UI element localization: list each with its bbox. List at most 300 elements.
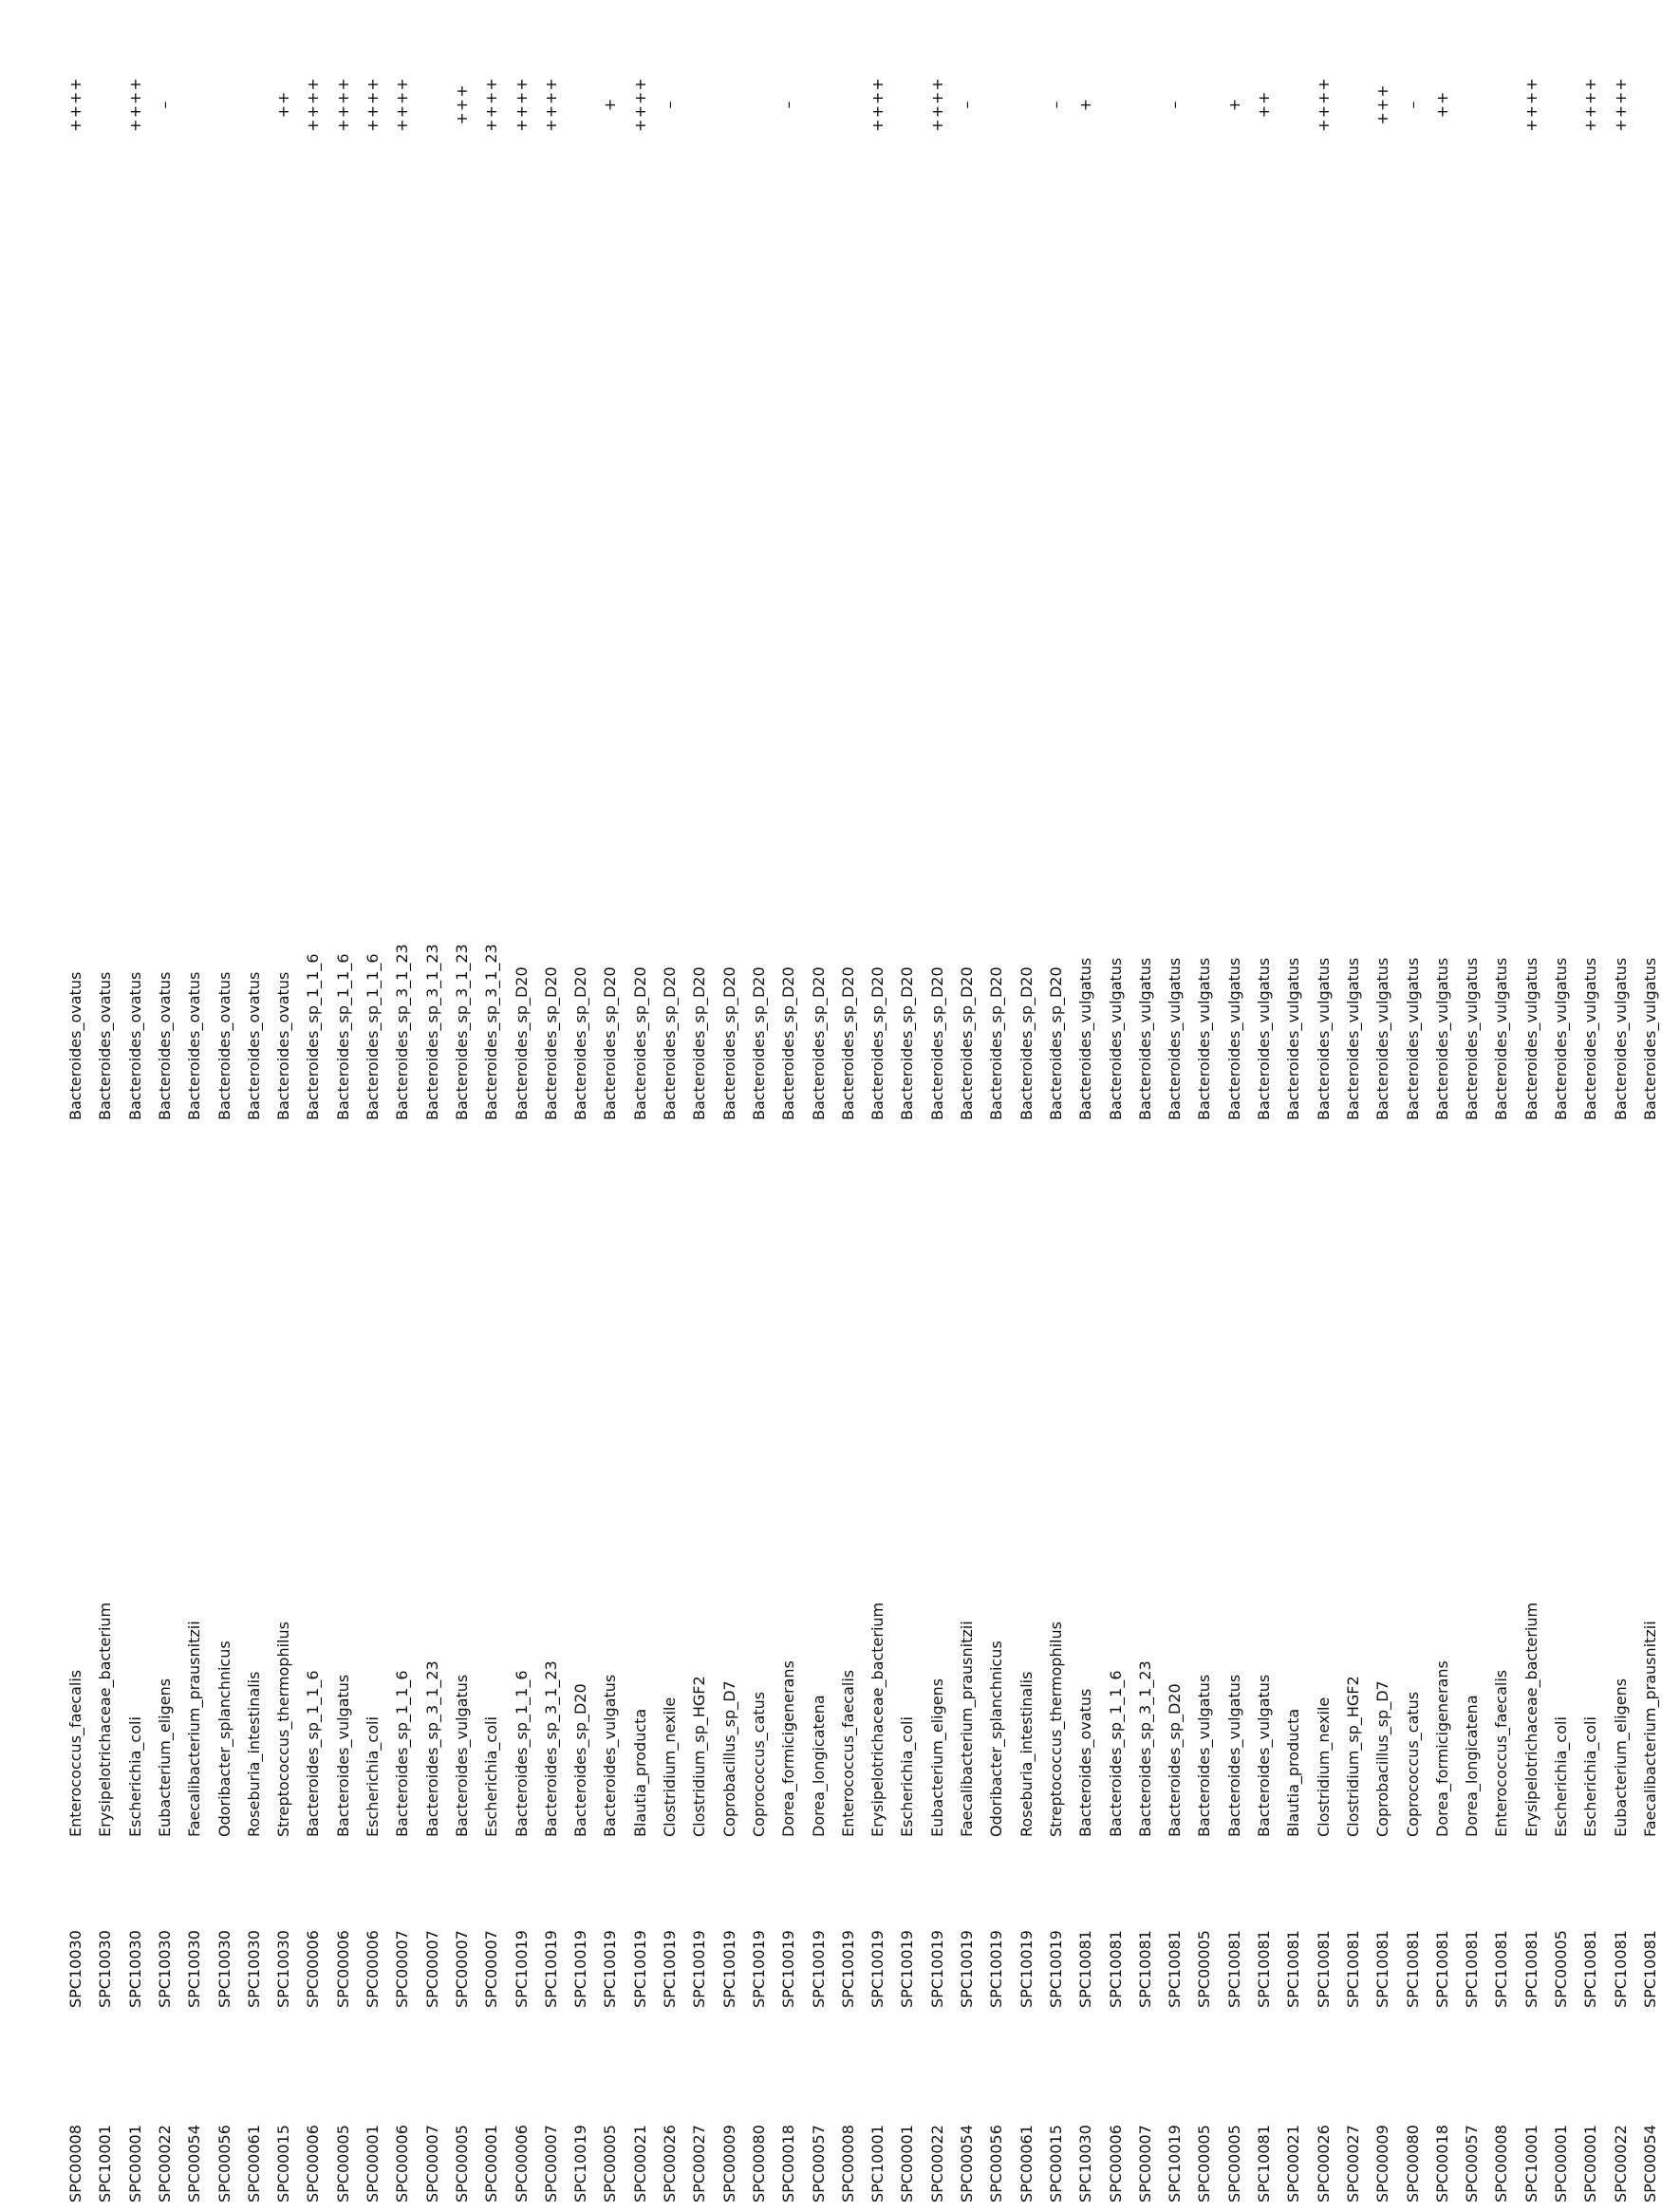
score-cell: +++	[452, 84, 471, 125]
species-name-a: Coprococcus_catus	[1403, 1691, 1422, 1837]
species-name-b: Bacteroides_sp_D20	[749, 966, 768, 1120]
strain-id-b: SPC10030	[215, 1930, 233, 2008]
strain-id-b: SPC10081	[1611, 1930, 1630, 2008]
table-row	[690, 0, 709, 2212]
strain-id-a: SPC00056	[987, 2125, 1006, 2203]
species-name-a: Eubacterium_eligens	[927, 1678, 946, 1837]
strain-id-b: SPC10019	[690, 1930, 709, 2008]
strain-id-b: SPC10019	[838, 1930, 857, 2008]
species-name-b: Bacteroides_vulgatus	[1640, 957, 1659, 1120]
strain-id-a: SPC10001	[96, 2125, 115, 2203]
table-row	[1255, 0, 1274, 2212]
species-name-b: Bacteroides_sp_3_1_23	[393, 944, 412, 1120]
strain-id-b: SPC10019	[868, 1930, 887, 2008]
table-row	[868, 0, 887, 2212]
strain-id-a: SPC00054	[185, 2125, 204, 2203]
species-name-b: Bacteroides_sp_3_1_23	[452, 944, 471, 1120]
score-cell: ++++	[333, 77, 352, 132]
species-name-a: Bacteroides_vulgatus	[452, 1674, 471, 1837]
score-cell: –	[661, 100, 679, 109]
species-name-b: Bacteroides_vulgatus	[1314, 957, 1333, 1120]
species-name-b: Bacteroides_sp_D20	[1017, 966, 1036, 1120]
strain-id-a: SPC00015	[274, 2125, 293, 2203]
table-row	[779, 0, 798, 2212]
species-name-a: Bacteroides_vulgatus	[1195, 1674, 1214, 1837]
table-row	[1315, 0, 1334, 2212]
strain-id-a: SPC00001	[125, 2125, 144, 2203]
species-name-a: Bacteroides_sp_1_1_6	[393, 1670, 412, 1837]
species-name-a: Coprobacillus_sp_D7	[1373, 1680, 1392, 1837]
species-name-a: Enterococcus_faecalis	[838, 1669, 857, 1837]
species-name-a: Eubacterium_eligens	[155, 1678, 174, 1837]
strain-id-b: SPC10030	[244, 1930, 263, 2008]
species-name-a: Bacteroides_sp_3_1_23	[422, 1660, 441, 1837]
strain-id-a: SPC00054	[1640, 2125, 1659, 2203]
species-name-a: Clostridium_nexile	[1314, 1696, 1333, 1837]
strain-id-b: SPC10030	[66, 1930, 84, 2008]
table-row	[453, 0, 472, 2212]
strain-id-b: SPC10081	[1106, 1930, 1125, 2008]
strain-id-b: SPC10081	[1284, 1930, 1303, 2008]
strain-id-b: SPC10030	[125, 1930, 144, 2008]
species-name-a: Clostridium_sp_HGF2	[690, 1676, 709, 1837]
species-name-a: Streptococcus_thermophilus	[1046, 1622, 1065, 1837]
table-row	[1492, 0, 1511, 2212]
table-row	[126, 0, 145, 2212]
species-name-a: Coprococcus_catus	[749, 1691, 768, 1837]
table-row	[1047, 0, 1066, 2212]
species-name-b: Bacteroides_ovatus	[215, 971, 233, 1120]
species-name-a: Escherichia_coli	[1552, 1716, 1570, 1837]
strain-id-b: SPC10030	[185, 1930, 204, 2008]
strain-id-a: SPC00061	[244, 2125, 263, 2203]
species-name-b: Bacteroides_ovatus	[125, 971, 144, 1120]
species-name-b: Bacteroides_ovatus	[274, 971, 293, 1120]
score-cell: ++++	[364, 77, 382, 132]
table-row	[750, 0, 769, 2212]
strain-id-a: SPC10030	[1076, 2125, 1095, 2203]
strain-id-a: SPC00061	[1017, 2125, 1036, 2203]
strain-id-b: SPC00007	[482, 1930, 501, 2008]
table-row	[1433, 0, 1452, 2212]
strain-id-a: SPC10081	[1255, 2125, 1273, 2203]
table-row	[631, 0, 650, 2212]
score-cell: ++++	[1611, 77, 1630, 132]
table-row	[66, 0, 85, 2212]
strain-id-a: SPC00005	[601, 2125, 620, 2203]
score-cell: +	[1076, 97, 1095, 112]
strain-id-b: SPC10030	[155, 1930, 174, 2008]
strain-id-a: SPC00006	[1106, 2125, 1125, 2203]
species-name-a: Blautia_producta	[1284, 1708, 1303, 1837]
strain-id-b: SPC10019	[661, 1930, 679, 2008]
species-name-b: Bacteroides_sp_D20	[571, 966, 590, 1120]
species-name-a: Escherichia_coli	[125, 1716, 144, 1837]
table-row	[245, 0, 264, 2212]
strain-id-b: SPC00007	[393, 1930, 412, 2008]
strain-id-b: SPC10019	[512, 1930, 531, 2008]
strain-id-a: SPC00054	[958, 2125, 976, 2203]
strain-id-b: SPC10081	[1492, 1930, 1511, 2008]
strain-id-b: SPC10019	[987, 1930, 1006, 2008]
table-row	[215, 0, 234, 2212]
species-name-b: Bacteroides_vulgatus	[1284, 957, 1303, 1120]
strain-id-a: SPC00001	[898, 2125, 917, 2203]
strain-id-b: SPC10081	[1135, 1930, 1154, 2008]
species-name-b: Bacteroides_vulgatus	[1195, 957, 1214, 1120]
strain-id-b: SPC10081	[1373, 1930, 1392, 2008]
species-name-b: Bacteroides_ovatus	[155, 971, 174, 1120]
score-cell: +	[601, 97, 620, 112]
species-name-b: Bacteroides_vulgatus	[1403, 957, 1422, 1120]
score-cell: ++++	[482, 77, 501, 132]
score-cell: –	[779, 100, 798, 109]
species-name-b: Bacteroides_sp_1_1_6	[333, 953, 352, 1120]
table-row	[987, 0, 1006, 2212]
species-name-a: Faecalibacterium_prausnitzii	[1640, 1621, 1659, 1837]
strain-id-a: SPC00005	[333, 2125, 352, 2203]
strain-id-b: SPC10019	[571, 1930, 590, 2008]
species-name-b: Bacteroides_sp_3_1_23	[422, 944, 441, 1120]
strain-id-b: SPC00006	[333, 1930, 352, 2008]
table-row	[839, 0, 858, 2212]
species-name-a: Enterococcus_faecalis	[1492, 1669, 1511, 1837]
species-name-b: Bacteroides_sp_D20	[601, 966, 620, 1120]
strain-id-b: SPC10081	[1224, 1930, 1243, 2008]
strain-id-a: SPC00005	[452, 2125, 471, 2203]
strain-id-a: SPC00080	[1403, 2125, 1422, 2203]
species-name-b: Bacteroides_vulgatus	[1076, 957, 1095, 1120]
species-name-a: Bacteroides_sp_1_1_6	[1106, 1670, 1125, 1837]
species-name-b: Bacteroides_vulgatus	[1166, 957, 1185, 1120]
species-name-a: Erysipelotrichaceae_bacterium	[1521, 1602, 1540, 1837]
species-name-a: Bacteroides_sp_3_1_23	[541, 1660, 560, 1837]
score-cell: ++	[1432, 90, 1451, 119]
table-row	[423, 0, 442, 2212]
score-cell: ++	[274, 90, 293, 119]
score-cell: +	[1224, 97, 1243, 112]
strain-id-b: SPC10030	[274, 1930, 293, 2008]
table-row	[364, 0, 383, 2212]
score-cell: ++++	[66, 77, 84, 132]
table-row	[1344, 0, 1363, 2212]
species-name-b: Bacteroides_sp_1_1_6	[304, 953, 323, 1120]
species-name-b: Bacteroides_vulgatus	[1432, 957, 1451, 1120]
table-row	[1107, 0, 1126, 2212]
species-name-b: Bacteroides_sp_1_1_6	[364, 953, 382, 1120]
strain-id-a: SPC00008	[66, 2125, 84, 2203]
table-row	[1284, 0, 1303, 2212]
strain-id-a: SPC00022	[155, 2125, 174, 2203]
score-cell: ++++	[512, 77, 531, 132]
species-name-b: Bacteroides_vulgatus	[1373, 957, 1392, 1120]
strain-id-a: SPC00006	[393, 2125, 412, 2203]
species-name-b: Bacteroides_sp_D20	[630, 966, 649, 1120]
species-name-b: Bacteroides_vulgatus	[1463, 957, 1482, 1120]
score-cell: ++++	[927, 77, 946, 132]
species-name-a: Clostridium_nexile	[661, 1696, 679, 1837]
strain-id-b: SPC10081	[1403, 1930, 1422, 2008]
strain-id-a: SPC00015	[1046, 2125, 1065, 2203]
strain-id-b: SPC10019	[898, 1930, 917, 2008]
table-row	[156, 0, 175, 2212]
species-name-a: Enterococcus_faecalis	[66, 1669, 84, 1837]
species-name-a: Streptococcus_thermophilus	[274, 1622, 293, 1837]
table-row	[482, 0, 501, 2212]
strain-id-b: SPC10019	[630, 1930, 649, 2008]
strain-id-b: SPC10081	[1076, 1930, 1095, 2008]
table-row	[334, 0, 353, 2212]
strain-id-a: SPC10001	[868, 2125, 887, 2203]
table-row	[1195, 0, 1214, 2212]
score-cell: ++++	[125, 77, 144, 132]
strain-id-a: SPC00018	[1432, 2125, 1451, 2203]
table-row	[274, 0, 293, 2212]
species-name-a: Bacteroides_vulgatus	[333, 1674, 352, 1837]
species-name-a: Eubacterium_eligens	[1611, 1678, 1630, 1837]
species-name-a: Bacteroides_vulgatus	[601, 1674, 620, 1837]
score-cell: –	[1046, 100, 1065, 109]
species-name-b: Bacteroides_sp_D20	[809, 966, 828, 1120]
species-name-b: Bacteroides_sp_D20	[1046, 966, 1065, 1120]
species-name-b: Bacteroides_vulgatus	[1343, 957, 1362, 1120]
strain-id-a: SPC00021	[1284, 2125, 1303, 2203]
species-name-a: Roseburia_intestinalis	[244, 1671, 263, 1837]
species-name-a: Bacteroides_sp_D20	[571, 1683, 590, 1837]
species-name-b: Bacteroides_ovatus	[244, 971, 263, 1120]
strain-id-b: SPC00006	[364, 1930, 382, 2008]
species-name-a: Coprobacillus_sp_D7	[719, 1680, 738, 1837]
strain-id-a: SPC00001	[1552, 2125, 1570, 2203]
species-name-a: Clostridium_sp_HGF2	[1343, 1676, 1362, 1837]
strain-id-a: SPC00009	[719, 2125, 738, 2203]
strain-id-a: SPC00018	[779, 2125, 798, 2203]
species-name-a: Escherichia_coli	[482, 1716, 501, 1837]
table-row	[1641, 0, 1660, 2212]
strain-id-b: SPC10019	[1017, 1930, 1036, 2008]
species-name-a: Blautia_producta	[630, 1708, 649, 1837]
strain-id-a: SPC00009	[1373, 2125, 1392, 2203]
strain-id-b: SPC10081	[1521, 1930, 1540, 2008]
species-name-b: Bacteroides_sp_D20	[779, 966, 798, 1120]
strain-id-a: SPC00022	[927, 2125, 946, 2203]
strain-id-b: SPC10081	[1640, 1930, 1659, 2008]
species-name-a: Erysipelotrichaceae_bacterium	[868, 1602, 887, 1837]
species-name-b: Bacteroides_sp_D20	[987, 966, 1006, 1120]
species-name-b: Bacteroides_sp_D20	[958, 966, 976, 1120]
strain-id-a: SPC00022	[1611, 2125, 1630, 2203]
species-name-b: Bacteroides_ovatus	[96, 971, 115, 1120]
score-cell: ++++	[304, 77, 323, 132]
strain-id-a: SPC00005	[1195, 2125, 1214, 2203]
strain-id-b: SPC10030	[96, 1930, 115, 2008]
score-cell: –	[1166, 100, 1185, 109]
strain-id-b: SPC10019	[1046, 1930, 1065, 2008]
strain-id-b: SPC10081	[1432, 1930, 1451, 2008]
table-row	[1017, 0, 1036, 2212]
table-row	[1552, 0, 1571, 2212]
species-name-b: Bacteroides_sp_D20	[868, 966, 887, 1120]
species-name-b: Bacteroides_vulgatus	[1492, 957, 1511, 1120]
strain-id-a: SPC00005	[1224, 2125, 1243, 2203]
species-name-a: Bacteroides_sp_3_1_23	[1135, 1660, 1154, 1837]
strain-id-a: SPC00001	[1581, 2125, 1600, 2203]
score-cell: –	[155, 100, 174, 109]
table-row	[661, 0, 680, 2212]
strain-id-a: SPC00001	[482, 2125, 501, 2203]
species-name-a: Escherichia_coli	[898, 1716, 917, 1837]
species-name-b: Bacteroides_vulgatus	[1521, 957, 1540, 1120]
score-cell: ++	[1255, 90, 1273, 119]
strain-id-a: SPC00008	[838, 2125, 857, 2203]
table-row	[185, 0, 204, 2212]
strain-id-a: SPC00006	[512, 2125, 531, 2203]
score-cell: –	[1403, 100, 1422, 109]
strain-id-b: SPC10019	[541, 1930, 560, 2008]
species-name-b: Bacteroides_vulgatus	[1106, 957, 1125, 1120]
strain-id-a: SPC00001	[364, 2125, 382, 2203]
score-cell: ++++	[393, 77, 412, 132]
species-name-b: Bacteroides_ovatus	[66, 971, 84, 1120]
table-row	[1373, 0, 1392, 2212]
score-cell: +++	[1373, 84, 1392, 125]
species-name-a: Bacteroides_sp_D20	[1166, 1683, 1185, 1837]
strain-id-a: SPC00008	[1492, 2125, 1511, 2203]
species-name-a: Bacteroides_sp_1_1_6	[304, 1670, 323, 1837]
species-name-b: Bacteroides_vulgatus	[1552, 957, 1570, 1120]
species-name-b: Bacteroides_sp_D20	[898, 966, 917, 1120]
strain-id-a: SPC10019	[1166, 2125, 1185, 2203]
strain-id-a: SPC00027	[1343, 2125, 1362, 2203]
score-cell: ++++	[630, 77, 649, 132]
strain-id-b: SPC00006	[304, 1930, 323, 2008]
table-row	[928, 0, 947, 2212]
strain-id-a: SPC00056	[215, 2125, 233, 2203]
strain-id-b: SPC00005	[1195, 1930, 1214, 2008]
strain-id-a: SPC00007	[541, 2125, 560, 2203]
strain-id-b: SPC10081	[1463, 1930, 1482, 2008]
strain-id-a: SPC00057	[809, 2125, 828, 2203]
table-row	[1522, 0, 1541, 2212]
score-cell: ++++	[541, 77, 560, 132]
strain-id-b: SPC10081	[1314, 1930, 1333, 2008]
table-row	[393, 0, 412, 2212]
species-name-b: Bacteroides_sp_D20	[719, 966, 738, 1120]
species-name-b: Bacteroides_sp_D20	[512, 966, 531, 1120]
table-row	[1166, 0, 1185, 2212]
table-row	[1225, 0, 1244, 2212]
strain-id-b: SPC10019	[719, 1930, 738, 2008]
strain-id-b: SPC00007	[422, 1930, 441, 2008]
strain-id-b: SPC10081	[1255, 1930, 1273, 2008]
strain-id-b: SPC10019	[927, 1930, 946, 2008]
strain-id-b: SPC10081	[1581, 1930, 1600, 2008]
strain-id-a: SPC00027	[690, 2125, 709, 2203]
strain-id-b: SPC10019	[958, 1930, 976, 2008]
species-name-a: Escherichia_coli	[1581, 1716, 1600, 1837]
species-name-a: Dorea_formicigenerans	[1432, 1660, 1451, 1837]
table-row	[1612, 0, 1631, 2212]
table-row	[898, 0, 917, 2212]
species-name-b: Bacteroides_vulgatus	[1255, 957, 1273, 1120]
table-row	[720, 0, 739, 2212]
table-row	[513, 0, 532, 2212]
table-row	[1136, 0, 1155, 2212]
strain-id-b: SPC00005	[1552, 1930, 1570, 2008]
table-row	[1581, 0, 1600, 2212]
strain-id-b: SPC10019	[749, 1930, 768, 2008]
species-name-b: Bacteroides_sp_D20	[541, 966, 560, 1120]
species-name-a: Faecalibacterium_prausnitzii	[958, 1621, 976, 1837]
strain-id-a: SPC00007	[422, 2125, 441, 2203]
table-row	[542, 0, 561, 2212]
species-name-a: Dorea_longicatena	[809, 1695, 828, 1837]
strain-id-a: SPC00021	[630, 2125, 649, 2203]
strain-id-b: SPC10019	[809, 1930, 828, 2008]
score-cell: –	[958, 100, 976, 109]
species-name-a: Bacteroides_vulgatus	[1255, 1674, 1273, 1837]
table-row	[601, 0, 620, 2212]
species-name-b: Bacteroides_vulgatus	[1135, 957, 1154, 1120]
strain-id-b: SPC10081	[1166, 1930, 1185, 2008]
species-name-b: Bacteroides_sp_D20	[661, 966, 679, 1120]
species-name-a: Bacteroides_vulgatus	[1224, 1674, 1243, 1837]
table-row	[1076, 0, 1095, 2212]
strain-id-a: SPC00006	[304, 2125, 323, 2203]
species-name-b: Bacteroides_ovatus	[185, 971, 204, 1120]
strain-id-a: SPC00080	[749, 2125, 768, 2203]
strain-id-b: SPC10019	[779, 1930, 798, 2008]
species-name-b: Bacteroides_sp_D20	[690, 966, 709, 1120]
species-name-a: Bacteroides_sp_1_1_6	[512, 1670, 531, 1837]
table-row	[304, 0, 323, 2212]
score-cell: ++++	[1521, 77, 1540, 132]
species-name-b: Bacteroides_sp_3_1_23	[482, 944, 501, 1120]
species-name-a: Bacteroides_ovatus	[1076, 1688, 1095, 1837]
species-name-a: Roseburia_intestinalis	[1017, 1671, 1036, 1837]
species-name-b: Bacteroides_sp_D20	[838, 966, 857, 1120]
score-cell: ++++	[1581, 77, 1600, 132]
species-name-b: Bacteroides_vulgatus	[1581, 957, 1600, 1120]
strain-id-a: SPC10019	[571, 2125, 590, 2203]
species-name-a: Dorea_longicatena	[1463, 1695, 1482, 1837]
species-name-a: Odoribacter_splanchnicus	[215, 1640, 233, 1837]
table-row	[1463, 0, 1482, 2212]
table-row	[810, 0, 829, 2212]
species-name-a: Odoribacter_splanchnicus	[987, 1640, 1006, 1837]
table-row	[1404, 0, 1423, 2212]
strain-id-a: SPC00057	[1463, 2125, 1482, 2203]
table-row	[96, 0, 115, 2212]
score-cell: ++++	[868, 77, 887, 132]
species-name-b: Bacteroides_sp_D20	[927, 966, 946, 1120]
strain-id-b: SPC10081	[1343, 1930, 1362, 2008]
strain-id-b: SPC00007	[452, 1930, 471, 2008]
species-name-a: Escherichia_coli	[364, 1716, 382, 1837]
strain-id-a: SPC00026	[661, 2125, 679, 2203]
species-name-b: Bacteroides_vulgatus	[1224, 957, 1243, 1120]
strain-id-b: SPC10019	[601, 1930, 620, 2008]
strain-id-a: SPC00026	[1314, 2125, 1333, 2203]
species-name-a: Erysipelotrichaceae_bacterium	[96, 1602, 115, 1837]
species-name-a: Dorea_formicigenerans	[779, 1660, 798, 1837]
table-row	[958, 0, 977, 2212]
strain-id-a: SPC10001	[1521, 2125, 1540, 2203]
species-name-b: Bacteroides_vulgatus	[1611, 957, 1630, 1120]
table-row	[571, 0, 590, 2212]
strain-id-a: SPC00007	[1135, 2125, 1154, 2203]
score-cell: ++++	[1314, 77, 1333, 132]
